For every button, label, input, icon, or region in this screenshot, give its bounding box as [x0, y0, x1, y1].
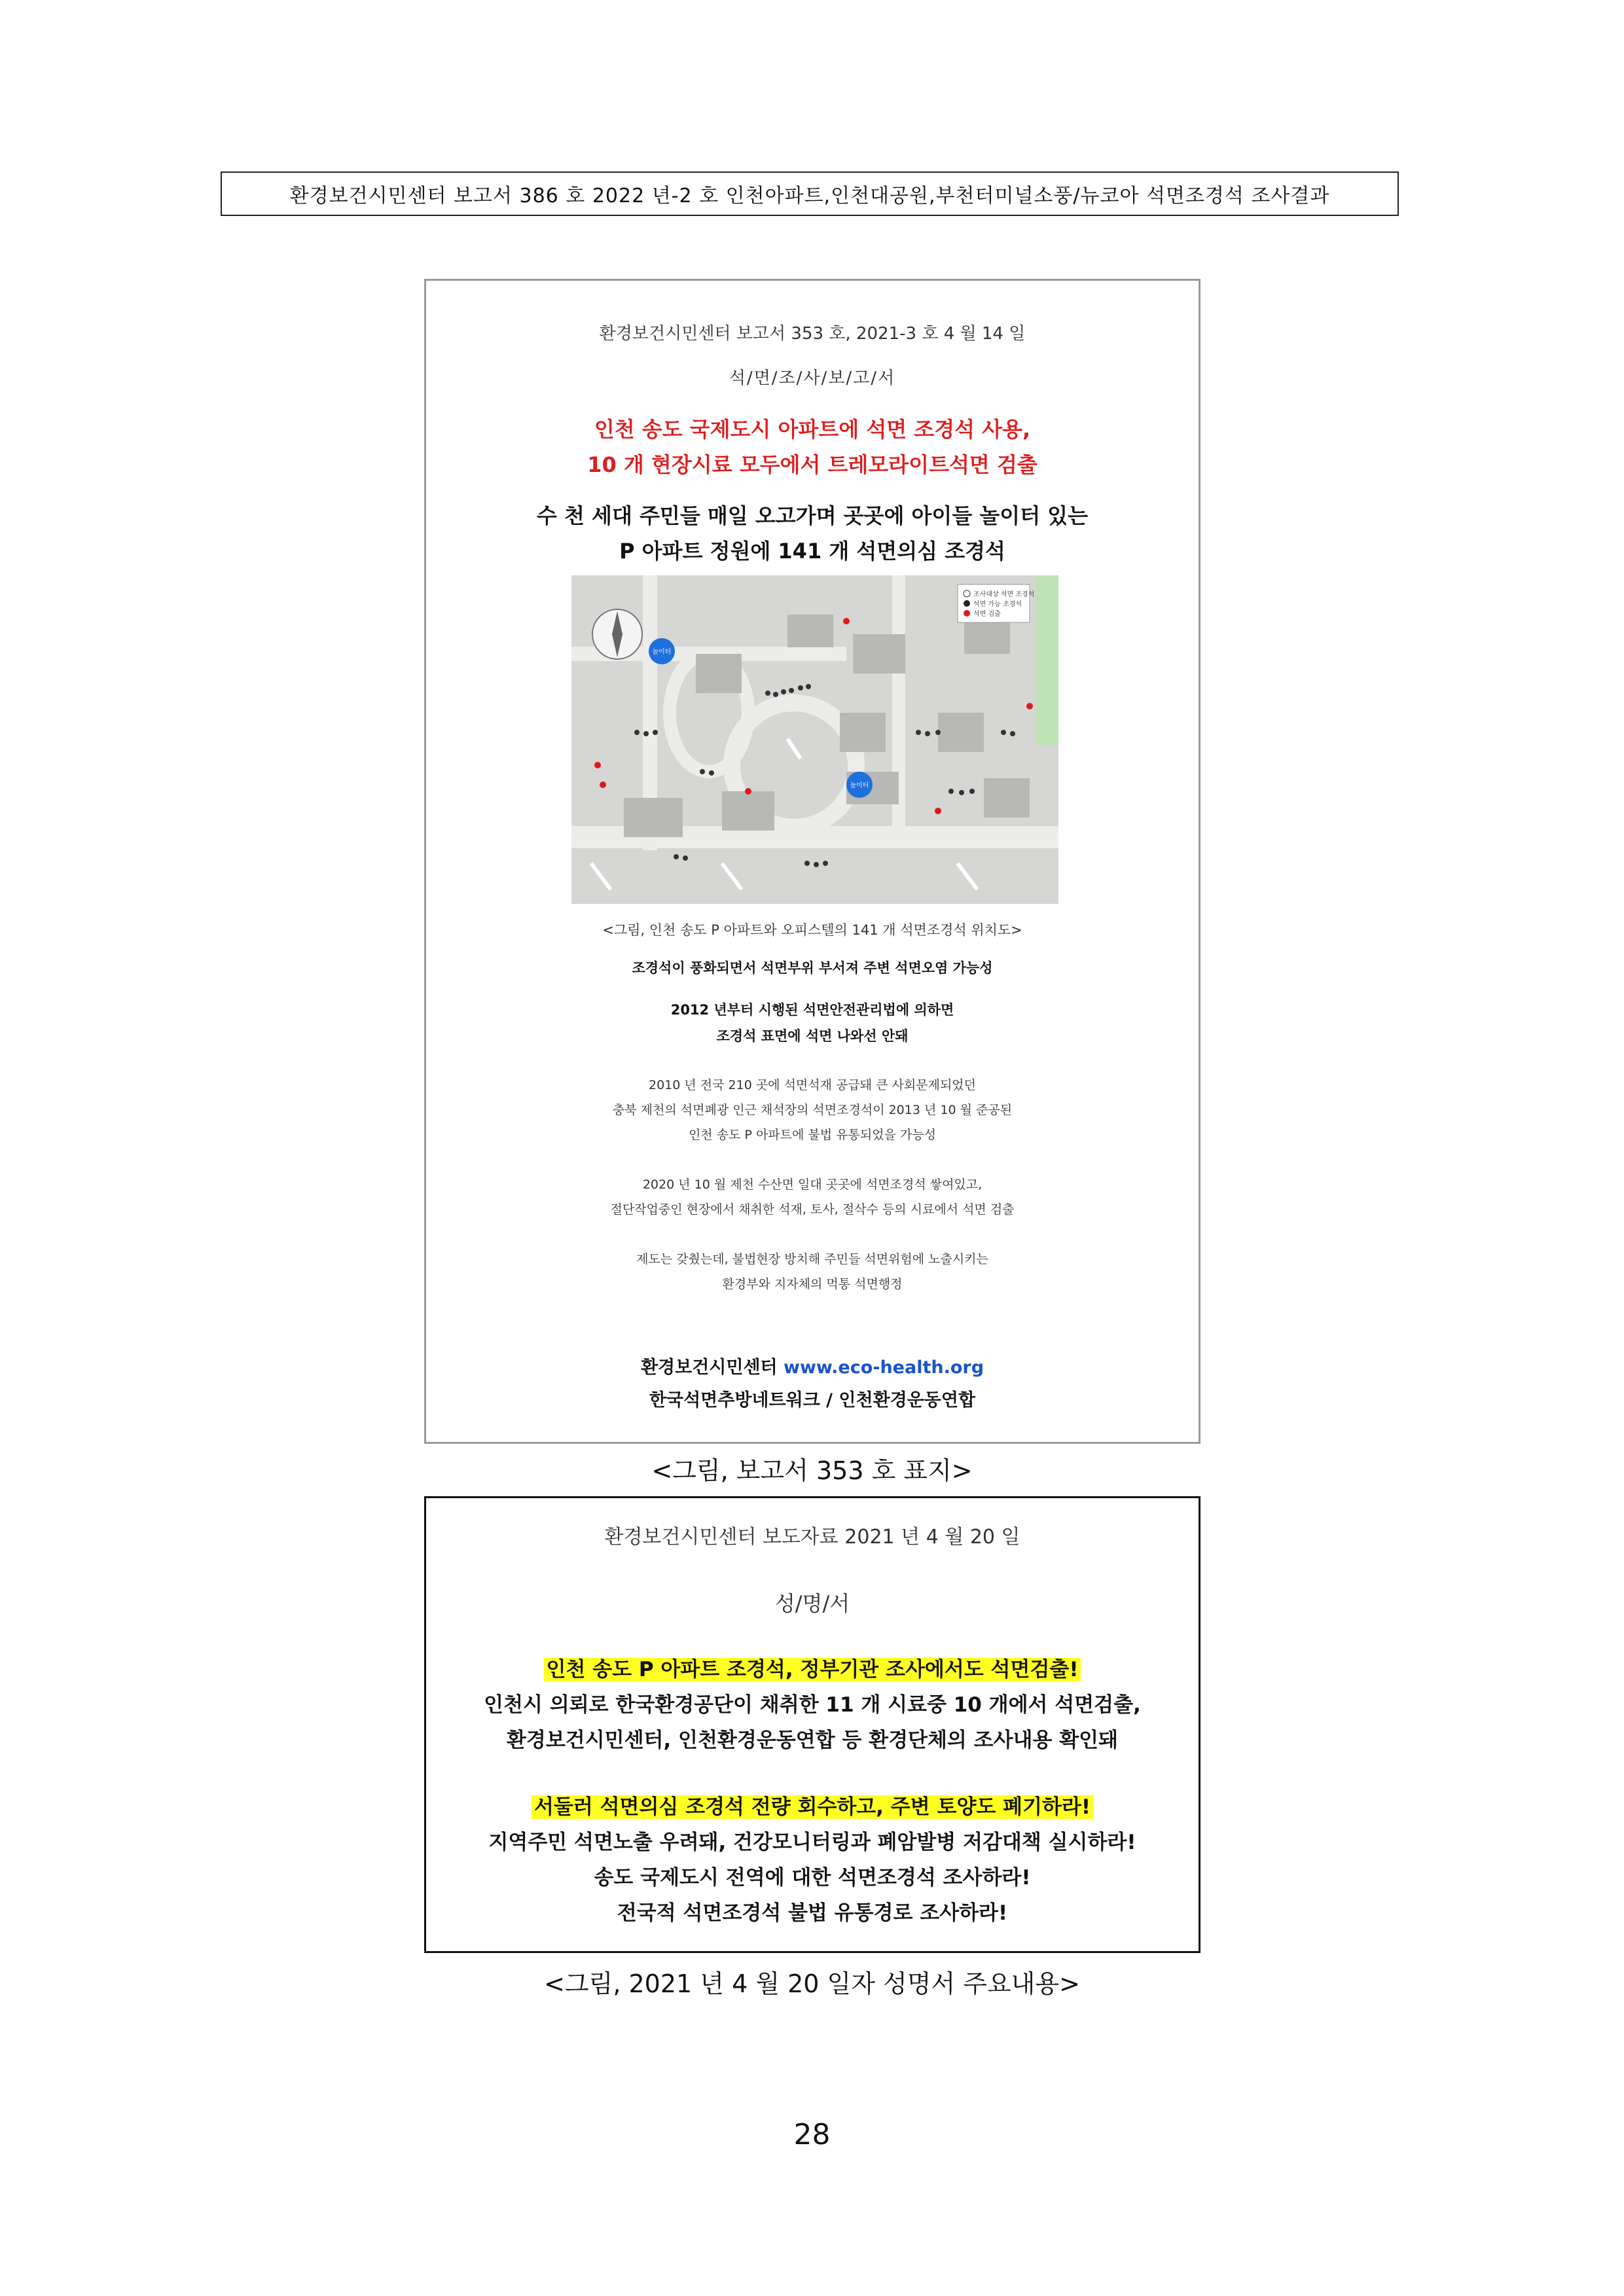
cover-bold-2: 2012 년부터 시행된 석면안전관리법에 의하면	[670, 1002, 954, 1018]
cover-note-2: 충북 제천의 석면폐광 인근 채석장의 석면조경석이 2013 년 10 월 준공된	[612, 1103, 1013, 1117]
statement-line-2: 인천시 의뢰로 한국환경공단이 채취한 11 개 시료중 10 개에서 석면검출,	[484, 1693, 1141, 1717]
statement-line-1	[426, 1653, 1199, 1682]
statement-line-5: 지역주민 석면노출 우려돼, 건강모니터링과 폐암발병 저감대책 실시하라!	[488, 1831, 1136, 1854]
statement-box	[424, 1496, 1200, 1953]
figure-caption-1: <그림, 보고서 353 호 표지>	[651, 1456, 973, 1485]
report-cover-image	[424, 279, 1200, 1444]
statement-title: 성/명/서	[774, 1591, 850, 1616]
statement-highlight-2: 서둘러 석면의심 조경석 전량 회수하고, 주변 토양도 폐기하라!	[532, 1795, 1093, 1819]
statement-highlight-1: 인천 송도 P 아파트 조경석, 정부기관 조사에서도 석면검출!	[544, 1658, 1081, 1681]
statement-line-6: 송도 국제도시 전역에 대한 석면조경석 조사하라!	[594, 1866, 1031, 1890]
statement-meta: 환경보건시민센터 보도자료 2021 년 4 월 20 일	[604, 1526, 1020, 1549]
map-legend-2: 석면 가능 조경석	[973, 601, 1022, 608]
cover-note-3: 인천 송도 P 아파트에 불법 유통되었을 가능성	[688, 1128, 937, 1142]
org-url-link[interactable]: www.eco-health.org	[784, 1357, 984, 1378]
statement-line-3: 환경보건시민센터, 인천환경운동연합 등 환경단체의 조사내용 확인돼	[506, 1729, 1119, 1752]
figure-caption-2: <그림, 2021 년 4 월 20 일자 성명서 주요내용>	[544, 1969, 1080, 1998]
statement-line-7: 전국적 석면조경석 불법 유통경로 조사하라!	[617, 1901, 1008, 1925]
cover-note-6: 제도는 갖췄는데, 불법현장 방치해 주민들 석면위험에 노출시키는	[636, 1252, 988, 1266]
cover-note-4: 2020 년 10 월 제천 수산면 일대 곳곳에 석면조경석 쌓여있고,	[642, 1177, 983, 1192]
cover-meta: 환경보건시민센터 보고서 353 호, 2021-3 호 4 월 14 일	[599, 324, 1026, 344]
cover-headline-red-1: 인천 송도 국제도시 아파트에 석면 조경석 사용,	[594, 417, 1031, 442]
cover-note-5: 절단작업중인 현장에서 채취한 석재, 토사, 절삭수 등의 시료에서 석면 검출	[610, 1202, 1015, 1217]
org-name: 환경보건시민센터	[640, 1357, 778, 1378]
cover-note-7: 환경부와 지자체의 먹통 석면행정	[722, 1277, 903, 1291]
cover-subtitle: 석/면/조/사/보/고/서	[729, 368, 896, 388]
cover-bold-1: 조경석이 풍화되면서 석면부위 부서져 주변 석면오염 가능성	[632, 960, 993, 976]
site-map	[571, 575, 1058, 904]
map-badge-label-2: 놀이터	[850, 782, 869, 789]
cover-bold-3: 조경석 표면에 석면 나와선 안돼	[716, 1028, 909, 1044]
map-badge-label-1: 놀이터	[652, 649, 672, 656]
cover-headline-black-2: P 아파트 정원에 141 개 석면의심 조경석	[619, 539, 1005, 564]
cover-org-line-2: 한국석면추방네트워크 / 인천환경운동연합	[649, 1390, 976, 1410]
map-legend-1: 조사대상 석면 조경석	[973, 591, 1035, 598]
map-legend-3: 석면 검출	[973, 611, 1001, 618]
cover-org-line-1	[426, 1353, 1199, 1378]
cover-note-1: 2010 년 전국 210 곳에 석면석재 공급돼 큰 사회문제되었던	[648, 1078, 977, 1092]
cover-headline-black-1: 수 천 세대 주민들 매일 오고가며 곳곳에 아이들 놀이터 있는	[536, 503, 1089, 528]
report-header	[221, 171, 1399, 216]
map-caption: <그림, 인천 송도 P 아파트와 오피스텔의 141 개 석면조경석 위치도>	[602, 922, 1022, 938]
statement-line-4	[426, 1790, 1199, 1820]
page-number: 28	[793, 2118, 831, 2151]
cover-headline-red-2: 10 개 현장시료 모두에서 트레모라이트석면 검출	[587, 452, 1038, 477]
report-header-text: 환경보건시민센터 보고서 386 호 2022 년-2 호 인천아파트,인천대공원,부천터미널소풍/뉴코아 석면조경석 조사결과	[289, 185, 1330, 207]
